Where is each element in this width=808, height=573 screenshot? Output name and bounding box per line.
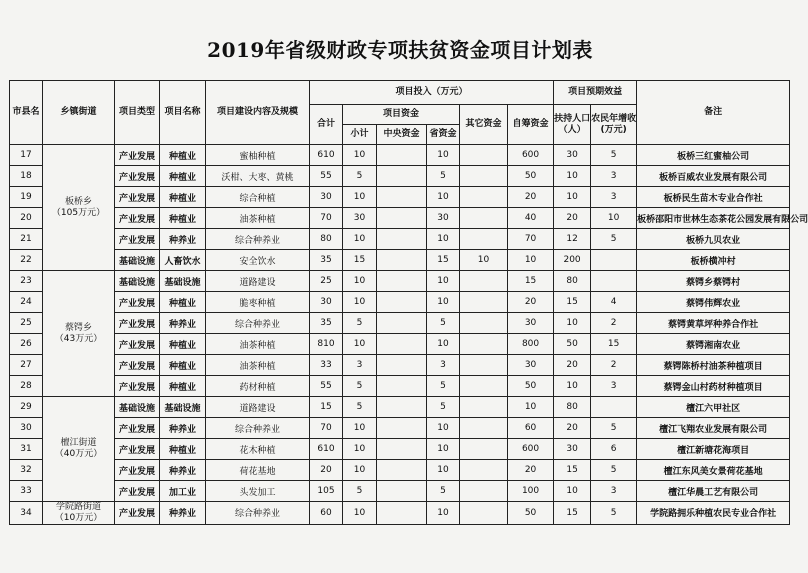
cell-subtotal: 5 (343, 376, 377, 397)
cell-type: 基础设施 (115, 271, 160, 292)
cell-remark: 板桥邵阳市世林生态茶花公园发展有限公司 (637, 208, 790, 229)
cell-people: 15 (554, 460, 591, 481)
cell-no: 20 (10, 208, 43, 229)
cell-other (460, 376, 508, 397)
table-row (10, 292, 790, 313)
cell-subtotal: 10 (343, 187, 377, 208)
cell-other (460, 187, 508, 208)
cell-income: 10 (591, 208, 637, 229)
cell-provincial: 10 (427, 187, 460, 208)
cell-name: 种养业 (160, 502, 206, 525)
cell-remark: 学院路拥乐种植农民专业合作社 (637, 502, 790, 525)
header-investment: 项目投入（万元） (310, 81, 554, 105)
cell-total: 15 (310, 397, 343, 418)
cell-income: 2 (591, 313, 637, 334)
cell-no: 28 (10, 376, 43, 397)
cell-provincial: 10 (427, 439, 460, 460)
cell-self: 800 (508, 334, 554, 355)
header-provincial: 省资金 (427, 125, 460, 145)
header-funds: 项目资金 (343, 105, 460, 125)
cell-total: 70 (310, 208, 343, 229)
cell-other (460, 481, 508, 502)
cell-people: 10 (554, 313, 591, 334)
cell-type: 产业发展 (115, 229, 160, 250)
cell-other (460, 313, 508, 334)
cell-content: 综合种养业 (206, 229, 310, 250)
cell-people: 10 (554, 481, 591, 502)
cell-central (377, 418, 427, 439)
cell-other (460, 334, 508, 355)
cell-people: 15 (554, 502, 591, 525)
cell-self: 40 (508, 208, 554, 229)
cell-income: 3 (591, 376, 637, 397)
cell-type: 基础设施 (115, 250, 160, 271)
cell-type: 产业发展 (115, 460, 160, 481)
cell-name: 种植业 (160, 334, 206, 355)
cell-name: 种植业 (160, 145, 206, 166)
table-row (10, 271, 790, 292)
cell-subtotal: 10 (343, 418, 377, 439)
cell-income: 5 (591, 229, 637, 250)
cell-self: 100 (508, 481, 554, 502)
cell-central (377, 502, 427, 525)
cell-central (377, 439, 427, 460)
cell-provincial: 15 (427, 250, 460, 271)
cell-remark: 檀江六甲社区 (637, 397, 790, 418)
cell-no: 30 (10, 418, 43, 439)
cell-total: 70 (310, 418, 343, 439)
document-title: 2019年省级财政专项扶贫资金项目计划表 (207, 38, 593, 62)
cell-total: 60 (310, 502, 343, 525)
cell-no: 32 (10, 460, 43, 481)
table-row (10, 355, 790, 376)
cell-remark: 蔡锷陈桥村油茶种植项目 (637, 355, 790, 376)
table-header (10, 81, 790, 145)
town-amount: （105万元） (51, 207, 106, 218)
cell-remark: 檀江飞翔农业发展有限公司 (637, 418, 790, 439)
cell-income: 5 (591, 145, 637, 166)
cell-central (377, 187, 427, 208)
cell-content: 脆枣种植 (206, 292, 310, 313)
table-row (10, 418, 790, 439)
cell-name: 种植业 (160, 355, 206, 376)
cell-self: 50 (508, 502, 554, 525)
project-plan-table (9, 80, 808, 525)
cell-central (377, 334, 427, 355)
cell-other (460, 271, 508, 292)
cell-remark: 蔡锷金山村药材种植项目 (637, 376, 790, 397)
cell-people: 80 (554, 271, 591, 292)
cell-subtotal: 5 (343, 397, 377, 418)
table-body (10, 145, 808, 525)
cell-total: 25 (310, 271, 343, 292)
cell-subtotal: 10 (343, 460, 377, 481)
cell-other (460, 355, 508, 376)
header-name: 项目名称 (160, 81, 206, 145)
cell-type: 产业发展 (115, 145, 160, 166)
cell-subtotal: 10 (343, 292, 377, 313)
table-row (10, 502, 790, 525)
cell-type: 产业发展 (115, 502, 160, 525)
cell-remark: 蔡锷湘南农业 (637, 334, 790, 355)
cell-central (377, 292, 427, 313)
cell-total: 30 (310, 187, 343, 208)
cell-total: 33 (310, 355, 343, 376)
cell-remark: 板桥百威农业发展有限公司 (637, 166, 790, 187)
cell-self: 10 (508, 397, 554, 418)
table-row (10, 460, 790, 481)
cell-type: 产业发展 (115, 376, 160, 397)
cell-name: 种植业 (160, 439, 206, 460)
cell-self: 20 (508, 292, 554, 313)
cell-type: 产业发展 (115, 481, 160, 502)
cell-name: 种植业 (160, 292, 206, 313)
cell-central (377, 166, 427, 187)
cell-income (591, 397, 637, 418)
cell-total: 35 (310, 250, 343, 271)
cell-total: 810 (310, 334, 343, 355)
cell-income: 6 (591, 439, 637, 460)
cell-other (460, 208, 508, 229)
cell-no: 18 (10, 166, 43, 187)
cell-central (377, 355, 427, 376)
cell-remark: 蔡锷黄草坪种养合作社 (637, 313, 790, 334)
cell-type: 产业发展 (115, 439, 160, 460)
cell-no: 22 (10, 250, 43, 271)
header-content: 项目建设内容及规模 (206, 81, 310, 145)
cell-other: 10 (460, 250, 508, 271)
cell-total: 610 (310, 145, 343, 166)
cell-name: 种植业 (160, 208, 206, 229)
table-row (10, 313, 790, 334)
cell-content: 沃柑、大枣、黄桃 (206, 166, 310, 187)
cell-no: 24 (10, 292, 43, 313)
header-county: 市县名 (10, 81, 43, 145)
cell-central (377, 208, 427, 229)
cell-provincial: 10 (427, 334, 460, 355)
cell-content: 药材种植 (206, 376, 310, 397)
cell-type: 产业发展 (115, 292, 160, 313)
cell-central (377, 250, 427, 271)
cell-remark: 蔡锷伟辉农业 (637, 292, 790, 313)
town-name: 檀江街道 (60, 438, 97, 449)
cell-no: 19 (10, 187, 43, 208)
cell-total: 55 (310, 166, 343, 187)
cell-total: 610 (310, 439, 343, 460)
cell-type: 基础设施 (115, 397, 160, 418)
cell-content: 花木种植 (206, 439, 310, 460)
cell-type: 产业发展 (115, 166, 160, 187)
cell-people: 10 (554, 187, 591, 208)
cell-content: 安全饮水 (206, 250, 310, 271)
cell-self: 70 (508, 229, 554, 250)
header-benefit: 项目预期效益 (554, 81, 637, 105)
cell-subtotal: 10 (343, 334, 377, 355)
cell-type: 产业发展 (115, 187, 160, 208)
table-row (10, 334, 790, 355)
cell-people: 12 (554, 229, 591, 250)
cell-no: 34 (10, 502, 43, 525)
cell-self: 10 (508, 250, 554, 271)
cell-provincial: 10 (427, 460, 460, 481)
cell-people: 20 (554, 208, 591, 229)
cell-provincial: 5 (427, 376, 460, 397)
cell-subtotal: 10 (343, 145, 377, 166)
cell-total: 35 (310, 313, 343, 334)
cell-remark: 板桥三红蜜柚公司 (637, 145, 790, 166)
cell-central (377, 481, 427, 502)
cell-remark: 檀江东风美女景荷花基地 (637, 460, 790, 481)
cell-remark: 板桥九贝农业 (637, 229, 790, 250)
cell-income: 3 (591, 481, 637, 502)
cell-remark: 板桥民生苗木专业合作社 (637, 187, 790, 208)
cell-subtotal: 5 (343, 313, 377, 334)
cell-people: 30 (554, 145, 591, 166)
cell-people: 10 (554, 376, 591, 397)
town-cell (43, 271, 115, 397)
cell-content: 油茶种植 (206, 334, 310, 355)
town-name: 板桥乡 (64, 196, 92, 207)
cell-subtotal: 5 (343, 481, 377, 502)
cell-income: 3 (591, 166, 637, 187)
cell-content: 荷花基地 (206, 460, 310, 481)
header-type: 项目类型 (115, 81, 160, 145)
cell-other (460, 502, 508, 525)
cell-subtotal: 10 (343, 229, 377, 250)
table-row (10, 187, 790, 208)
cell-other (460, 229, 508, 250)
cell-self: 600 (508, 145, 554, 166)
cell-self: 60 (508, 418, 554, 439)
cell-name: 加工业 (160, 481, 206, 502)
cell-self: 20 (508, 187, 554, 208)
table-row (10, 481, 790, 502)
cell-no: 31 (10, 439, 43, 460)
cell-provincial: 30 (427, 208, 460, 229)
cell-people: 10 (554, 166, 591, 187)
table-row (10, 145, 790, 166)
cell-no: 26 (10, 334, 43, 355)
header-subtotal: 小计 (343, 125, 377, 145)
cell-central (377, 229, 427, 250)
cell-type: 产业发展 (115, 208, 160, 229)
cell-central (377, 271, 427, 292)
cell-subtotal: 30 (343, 208, 377, 229)
table-row (10, 439, 790, 460)
cell-content: 头发加工 (206, 481, 310, 502)
table-row (10, 229, 790, 250)
cell-central (377, 376, 427, 397)
cell-other (460, 145, 508, 166)
cell-central (377, 145, 427, 166)
cell-no: 33 (10, 481, 43, 502)
header-total: 合计 (310, 105, 343, 145)
cell-total: 20 (310, 460, 343, 481)
cell-self: 30 (508, 313, 554, 334)
cell-people: 15 (554, 292, 591, 313)
header-remark: 备注 (637, 81, 790, 145)
cell-total: 80 (310, 229, 343, 250)
cell-type: 产业发展 (115, 334, 160, 355)
header-other: 其它资金 (460, 105, 508, 145)
cell-no: 17 (10, 145, 43, 166)
header-people: 扶持人口（人） (554, 105, 591, 145)
town-cell (43, 145, 115, 271)
cell-people: 20 (554, 355, 591, 376)
cell-provincial: 5 (427, 397, 460, 418)
cell-remark: 蔡锷乡蔡锷村 (637, 271, 790, 292)
cell-self: 20 (508, 460, 554, 481)
table-row (10, 376, 790, 397)
cell-people: 80 (554, 397, 591, 418)
cell-no: 27 (10, 355, 43, 376)
cell-subtotal: 5 (343, 166, 377, 187)
cell-type: 产业发展 (115, 355, 160, 376)
town-amount: （40万元） (54, 449, 103, 459)
cell-total: 55 (310, 376, 343, 397)
cell-name: 种养业 (160, 229, 206, 250)
cell-income: 4 (591, 292, 637, 313)
cell-type: 产业发展 (115, 313, 160, 334)
cell-provincial: 10 (427, 292, 460, 313)
table-row (10, 397, 790, 418)
cell-self: 50 (508, 376, 554, 397)
cell-no: 29 (10, 397, 43, 418)
cell-no: 21 (10, 229, 43, 250)
cell-content: 油茶种植 (206, 355, 310, 376)
cell-central (377, 397, 427, 418)
cell-total: 30 (310, 292, 343, 313)
cell-content: 道路建设 (206, 397, 310, 418)
cell-income (591, 250, 637, 271)
cell-self: 15 (508, 271, 554, 292)
cell-income: 3 (591, 187, 637, 208)
cell-other (460, 439, 508, 460)
cell-content: 道路建设 (206, 271, 310, 292)
cell-self: 30 (508, 355, 554, 376)
cell-provincial: 10 (427, 418, 460, 439)
cell-people: 30 (554, 439, 591, 460)
cell-provincial: 5 (427, 313, 460, 334)
cell-name: 种植业 (160, 166, 206, 187)
cell-name: 人畜饮水 (160, 250, 206, 271)
cell-people: 20 (554, 418, 591, 439)
cell-income: 5 (591, 502, 637, 525)
cell-content: 蜜柚种植 (206, 145, 310, 166)
town-name: 蔡锷乡 (64, 322, 92, 333)
cell-people: 50 (554, 334, 591, 355)
cell-central (377, 313, 427, 334)
cell-central (377, 460, 427, 481)
cell-remark: 檀江新塘花海项目 (637, 439, 790, 460)
cell-total: 105 (310, 481, 343, 502)
cell-provincial: 10 (427, 271, 460, 292)
cell-other (460, 397, 508, 418)
cell-self: 50 (508, 166, 554, 187)
header-town: 乡镇街道 (43, 81, 115, 145)
cell-provincial: 3 (427, 355, 460, 376)
table-row (10, 208, 790, 229)
town-amount: （10万元） (54, 512, 103, 523)
cell-content: 油茶种植 (206, 208, 310, 229)
cell-content: 综合种养业 (206, 502, 310, 525)
cell-people: 200 (554, 250, 591, 271)
table-row (10, 166, 790, 187)
cell-subtotal: 10 (343, 502, 377, 525)
cell-subtotal: 15 (343, 250, 377, 271)
cell-provincial: 10 (427, 502, 460, 525)
header-income: 农民年增收(万元) (591, 105, 637, 145)
cell-name: 种养业 (160, 460, 206, 481)
cell-no: 23 (10, 271, 43, 292)
cell-provincial: 10 (427, 229, 460, 250)
header-central: 中央资金 (377, 125, 427, 145)
cell-subtotal: 10 (343, 271, 377, 292)
cell-name: 种植业 (160, 187, 206, 208)
cell-other (460, 166, 508, 187)
cell-name: 基础设施 (160, 271, 206, 292)
cell-other (460, 418, 508, 439)
cell-content: 综合种养业 (206, 313, 310, 334)
cell-income: 2 (591, 355, 637, 376)
cell-name: 种养业 (160, 313, 206, 334)
cell-name: 种植业 (160, 376, 206, 397)
cell-income (591, 271, 637, 292)
cell-type: 产业发展 (115, 418, 160, 439)
cell-content: 综合种养业 (206, 418, 310, 439)
cell-provincial: 5 (427, 481, 460, 502)
cell-income: 5 (591, 418, 637, 439)
cell-other (460, 460, 508, 481)
town-amount: （43万元） (54, 333, 103, 344)
cell-no: 25 (10, 313, 43, 334)
cell-subtotal: 3 (343, 355, 377, 376)
cell-content: 综合种植 (206, 187, 310, 208)
cell-income: 5 (591, 460, 637, 481)
cell-remark: 板桥横冲村 (637, 250, 790, 271)
header-self: 自筹资金 (508, 105, 554, 145)
town-cell (43, 502, 115, 525)
cell-remark: 檀江华晨工艺有限公司 (637, 481, 790, 502)
table-row (10, 250, 790, 271)
cell-other (460, 292, 508, 313)
town-name: 学院路街道 (55, 502, 101, 512)
cell-name: 种养业 (160, 418, 206, 439)
cell-income: 15 (591, 334, 637, 355)
cell-self: 600 (508, 439, 554, 460)
cell-subtotal: 10 (343, 439, 377, 460)
cell-provincial: 10 (427, 145, 460, 166)
town-cell (43, 397, 115, 502)
cell-name: 基础设施 (160, 397, 206, 418)
cell-provincial: 5 (427, 166, 460, 187)
